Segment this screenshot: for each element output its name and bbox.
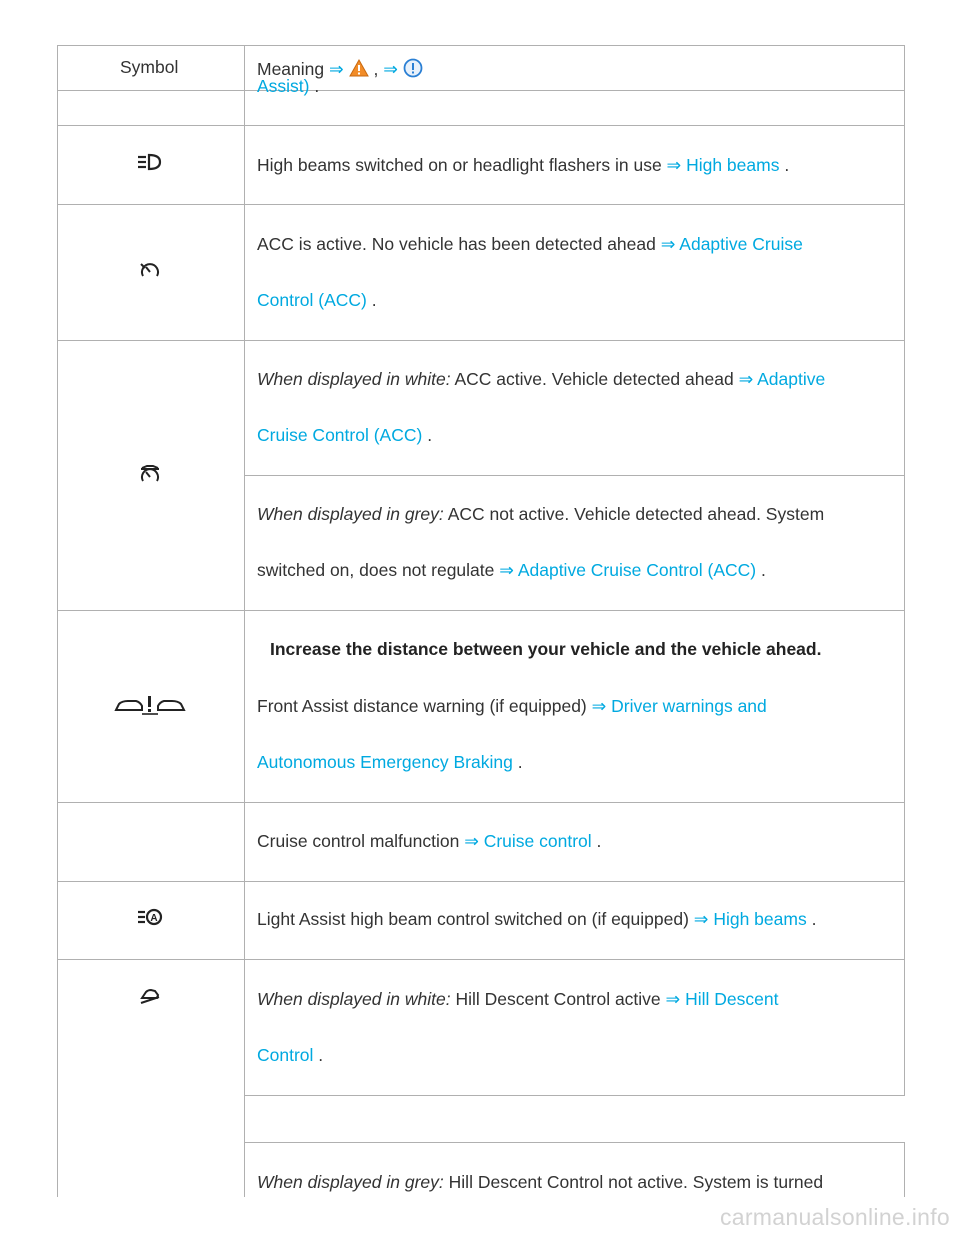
header-symbol: Symbol	[120, 57, 179, 77]
row-divider	[57, 90, 905, 91]
acc-white-line2	[257, 424, 432, 446]
distance-warning-link-cont[interactable]: Autonomous Emergency Braking	[257, 752, 513, 772]
header-meaning-label: Meaning	[257, 59, 325, 79]
table-border-right	[904, 45, 905, 1096]
header-arrow-link-2[interactable]: ⇒	[383, 59, 398, 79]
row-divider	[57, 204, 905, 205]
period: .	[318, 1045, 324, 1065]
hdc-white-link-cont[interactable]: Control	[257, 1045, 314, 1065]
period: .	[760, 560, 766, 580]
row-divider	[57, 125, 905, 126]
cruise-malfunction-description	[257, 830, 601, 852]
row-divider	[57, 340, 905, 341]
acc-grey-text-cont: switched on, does not regulate	[257, 560, 495, 580]
table-border-top	[57, 45, 905, 46]
distance-warning-heading: Increase the distance between your vehicle and the vehicle ahead.	[270, 639, 822, 659]
acc-speedometer-icon	[139, 261, 161, 281]
acc-white-text: ACC active. Vehicle detected ahead	[454, 369, 734, 389]
row-divider	[57, 959, 905, 960]
distance-warning-link[interactable]: ⇒ Driver warnings and	[591, 696, 767, 716]
period: .	[811, 909, 817, 929]
acc-grey-line2	[257, 559, 766, 581]
acc-white-link[interactable]: ⇒ Adaptive	[738, 369, 826, 389]
hdc-grey-label: When displayed in grey:	[257, 1172, 444, 1192]
table-column-divider	[244, 45, 245, 1197]
period: .	[427, 425, 433, 445]
distance-warning-icon	[114, 694, 186, 716]
acc-white-line1	[257, 368, 825, 390]
acc-no-vehicle-link[interactable]: ⇒ Adaptive Cruise	[660, 234, 803, 254]
light-assist-icon	[136, 908, 164, 928]
period: .	[517, 752, 523, 772]
header-assist-link[interactable]: Assist)	[257, 76, 310, 96]
hdc-white-line1	[257, 988, 778, 1010]
table-border-right-lower	[904, 1142, 905, 1197]
warning-triangle-icon[interactable]	[349, 59, 369, 77]
row-divider	[245, 1095, 905, 1096]
row-divider	[245, 475, 905, 476]
acc-vehicle-ahead-icon	[139, 464, 161, 486]
period: .	[784, 155, 790, 175]
cruise-control-link[interactable]: ⇒ Cruise control	[464, 831, 592, 851]
high-beams-description	[257, 154, 789, 176]
row-divider	[245, 1142, 905, 1143]
light-assist-text: Light Assist high beam control switched on (if equipped)	[257, 909, 689, 929]
high-beams-link[interactable]: ⇒ High beams	[666, 155, 780, 175]
header-arrow-link[interactable]: ⇒	[329, 59, 344, 79]
period: .	[371, 290, 377, 310]
svg-text:A: A	[150, 913, 158, 924]
acc-white-link-cont[interactable]: Cruise Control (ACC)	[257, 425, 423, 445]
hdc-white-text: Hill Descent Control active	[455, 989, 661, 1009]
acc-no-vehicle-line1	[257, 233, 803, 255]
cruise-malfunction-text: Cruise control malfunction	[257, 831, 460, 851]
hdc-grey-line1	[257, 1171, 823, 1193]
hdc-white-label: When displayed in white:	[257, 989, 451, 1009]
distance-warning-line2	[257, 751, 523, 773]
distance-warning-text: Front Assist distance warning (if equipped)	[257, 696, 587, 716]
acc-grey-link[interactable]: ⇒ Adaptive Cruise Control (ACC)	[499, 560, 757, 580]
acc-no-vehicle-text: ACC is active. No vehicle has been detected ahead	[257, 234, 656, 254]
header-period: .	[314, 76, 320, 96]
light-assist-link[interactable]: ⇒ High beams	[693, 909, 807, 929]
exclamation-circle-icon[interactable]	[403, 58, 423, 78]
period: .	[596, 831, 602, 851]
hdc-white-link[interactable]: ⇒ Hill Descent	[665, 989, 779, 1009]
acc-grey-text: ACC not active. Vehicle detected ahead. System	[447, 504, 825, 524]
distance-warning-line1	[257, 695, 767, 717]
table-border-left	[57, 45, 58, 1197]
header-comma: ,	[373, 59, 379, 79]
row-divider	[57, 802, 905, 803]
light-assist-description	[257, 908, 816, 930]
header-assist-line	[257, 75, 319, 97]
high-beam-icon	[136, 153, 164, 173]
acc-grey-line1	[257, 503, 824, 525]
high-beams-text: High beams switched on or headlight flashers in use	[257, 155, 662, 175]
acc-no-vehicle-line2	[257, 289, 377, 311]
watermark: carmanualsonline.info	[719, 1204, 950, 1230]
row-divider	[57, 881, 905, 882]
row-divider	[57, 610, 905, 611]
acc-no-vehicle-link-cont[interactable]: Control (ACC)	[257, 290, 367, 310]
acc-grey-label: When displayed in grey:	[257, 504, 444, 524]
hill-descent-icon	[139, 986, 161, 1006]
acc-white-label: When displayed in white:	[257, 369, 451, 389]
hdc-white-line2	[257, 1044, 323, 1066]
hdc-grey-text: Hill Descent Control not active. System is turned	[448, 1172, 824, 1192]
